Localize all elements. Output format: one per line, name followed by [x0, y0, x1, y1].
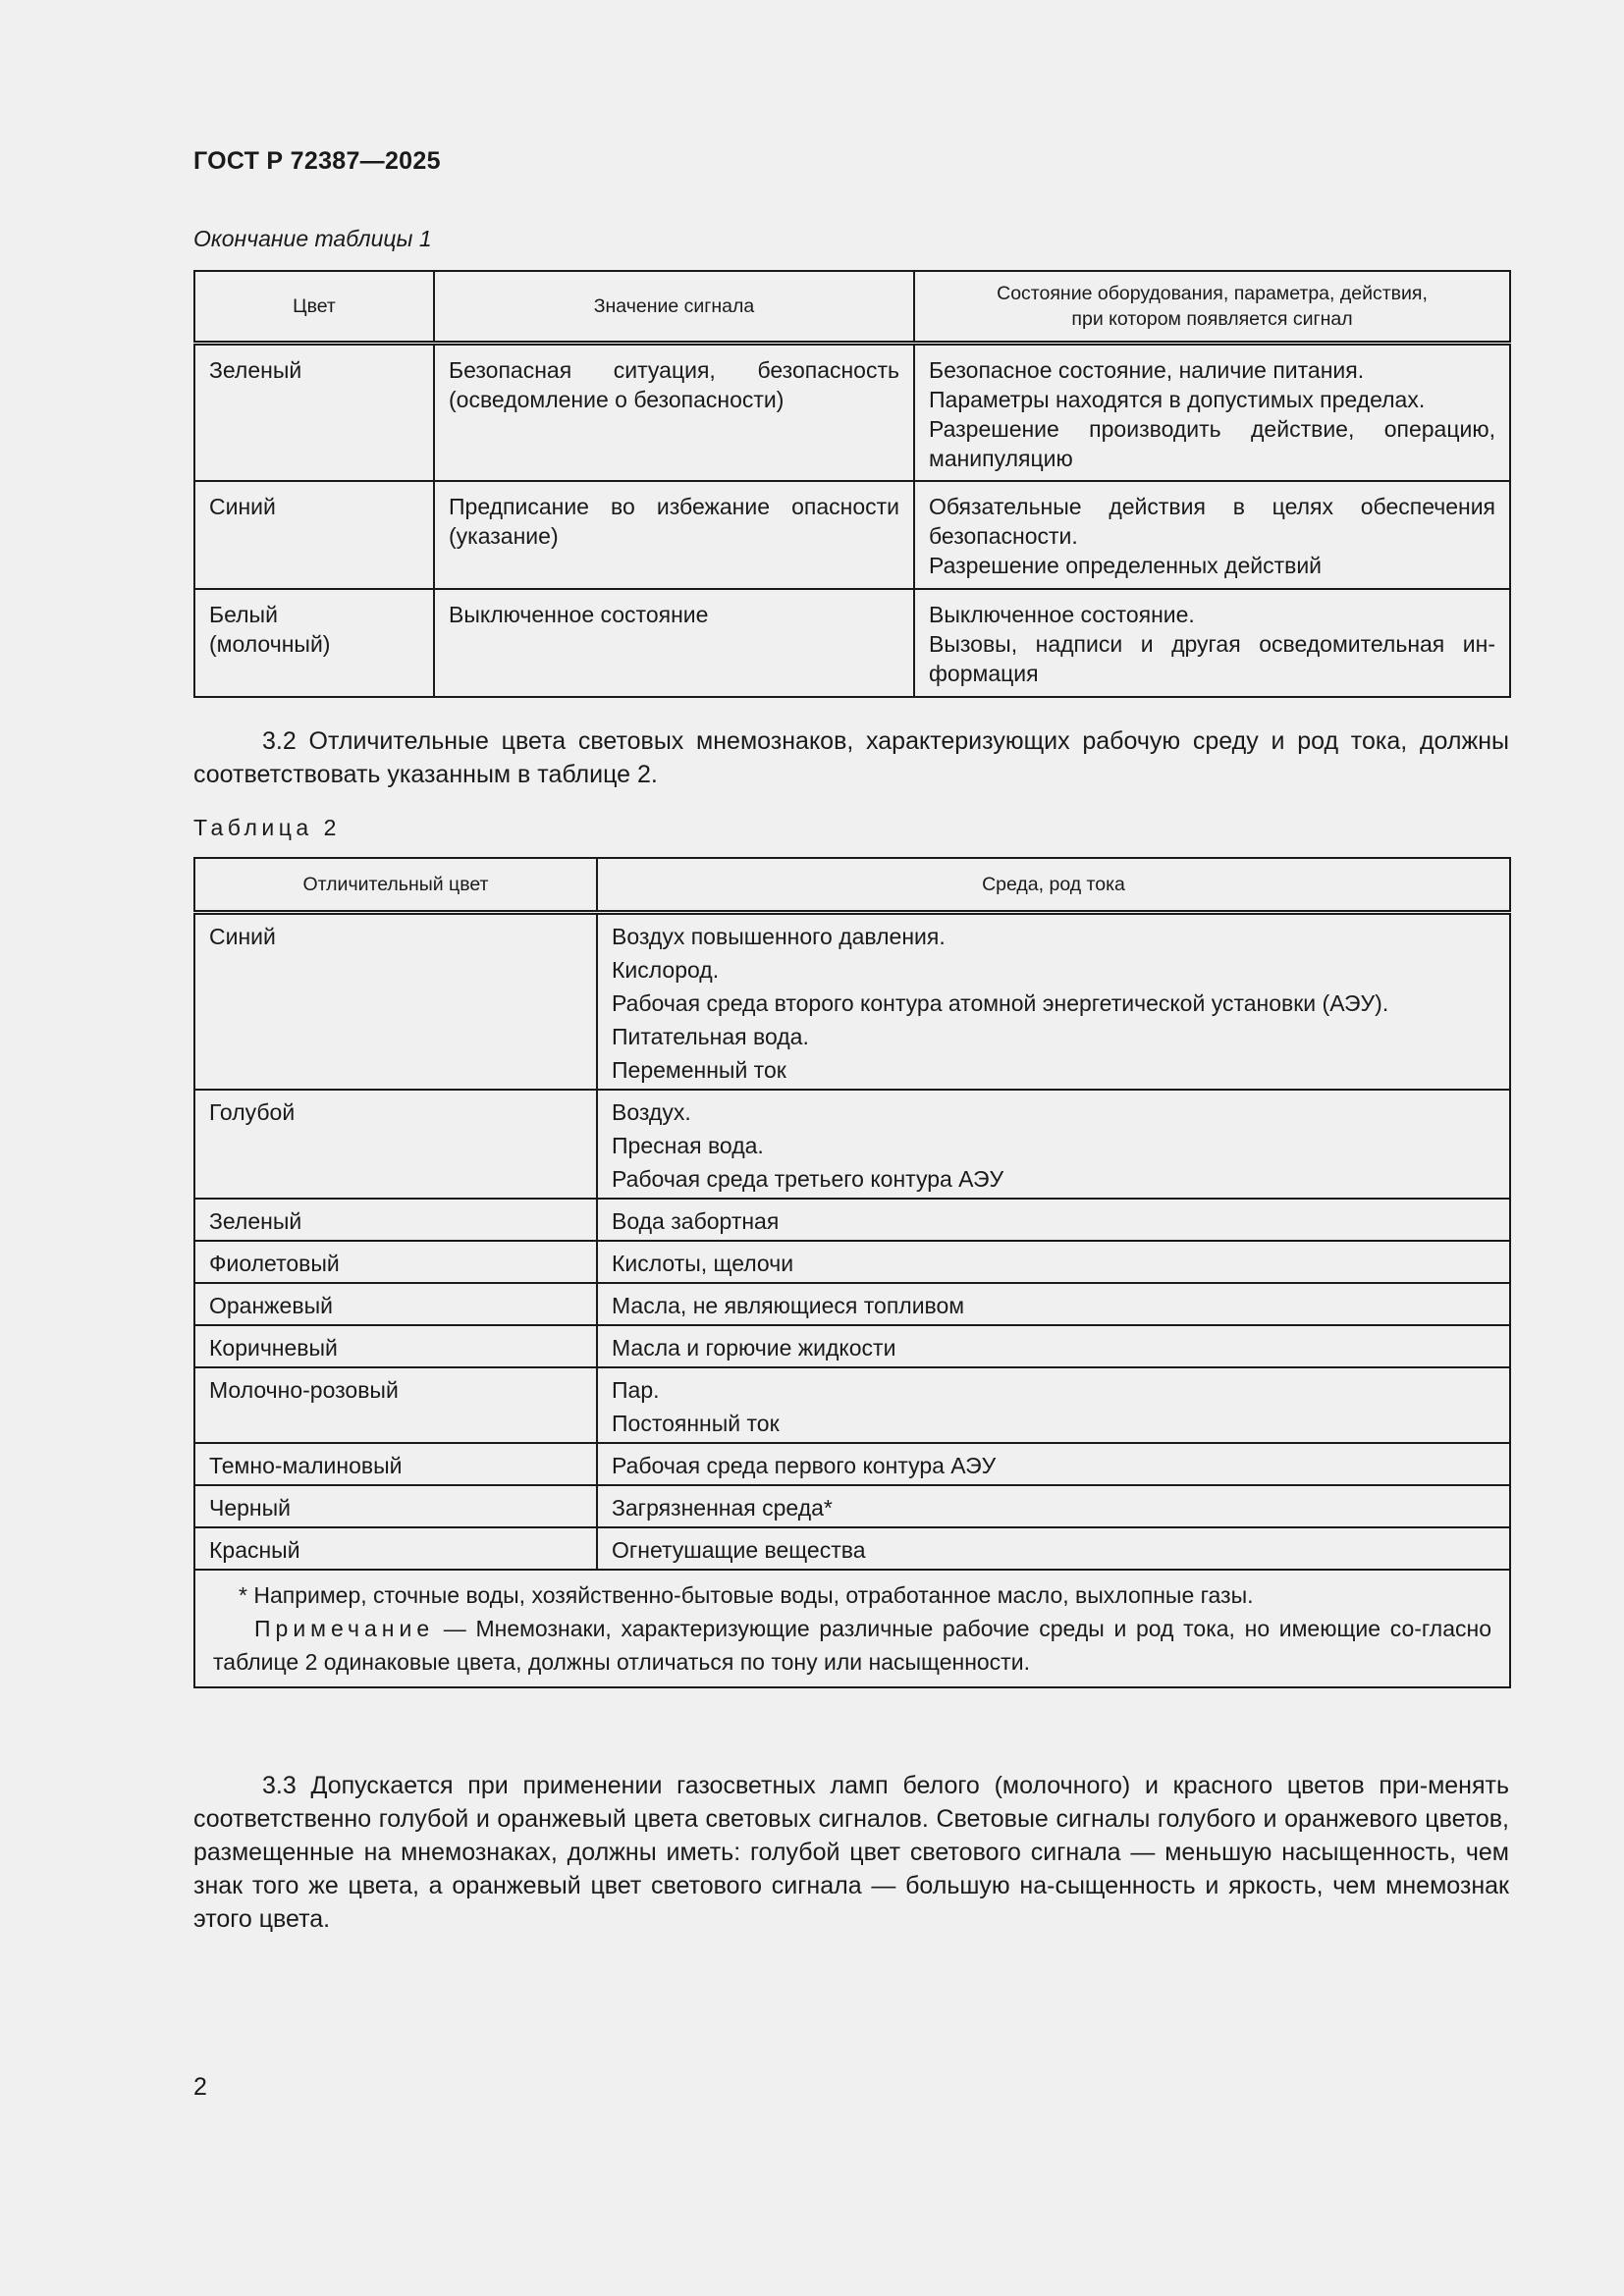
table2-environment-cell: [597, 1367, 1510, 1443]
cell-line: Зеленый: [209, 357, 302, 383]
cell-line: Питательная вода.: [612, 1024, 809, 1049]
table2-body: [194, 913, 1510, 1571]
cell-line: Огнетушащие вещества: [612, 1537, 866, 1563]
table1-caption: Окончание таблицы 1: [193, 226, 432, 251]
table2-footer: [194, 1570, 1510, 1687]
page-number: 2: [193, 2073, 207, 2101]
table2-color-cell: Красный: [194, 1527, 597, 1570]
table2-environment-cell: [597, 1199, 1510, 1241]
table-row: [194, 589, 1510, 697]
table-row: [194, 1367, 1510, 1443]
cell-line: Постоянный ток: [612, 1411, 780, 1436]
table-row: [194, 1325, 1510, 1367]
table1-meaning-cell: Безопасная ситуация, безопасность (осведомление о безопасности): [434, 344, 914, 481]
table-row: [194, 1283, 1510, 1325]
cell-line: Рабочая среда первого контура АЭУ: [612, 1453, 997, 1478]
table2-environment-cell: [597, 1241, 1510, 1283]
cell-line: Переменный ток: [612, 1057, 786, 1083]
cell-line: Кислоты, щелочи: [612, 1251, 794, 1276]
cell-line: Разрешение производить действие, операцию, манипуляцию: [929, 416, 1495, 471]
note-text: — Мнемознаки, характеризующие различные рабочие среды и род тока, но имеющие со-гласно таблице 2 одинаковые цвета, должны отличаться по тону или насыщенности.: [213, 1616, 1491, 1675]
cell-line: Рабочая среда третьего контура АЭУ: [612, 1166, 1004, 1192]
cell-line: Безопасное состояние, наличие питания.: [929, 357, 1365, 383]
cell-line: (молочный): [209, 630, 331, 657]
table-row: [194, 481, 1510, 589]
table2-environment-cell: [597, 913, 1510, 1091]
cell-line: Вода забортная: [612, 1208, 780, 1234]
table1-state-cell: [914, 481, 1510, 589]
table1-header-state: [914, 271, 1510, 344]
table1-header-color: Цвет: [194, 271, 434, 344]
table2-color-cell: Зеленый: [194, 1199, 597, 1241]
cell-line: Вызовы, надписи и другая осведомительная ин-формация: [929, 630, 1495, 686]
table2-color-cell: Синий: [194, 913, 597, 1091]
cell-line: Параметры находятся в допустимых пределах.: [929, 387, 1426, 412]
cell-line: Рабочая среда второго контура атомной энергетической установки (АЭУ).: [612, 990, 1389, 1016]
note-label: Примечание: [254, 1616, 435, 1641]
table1-header-state-line: при котором появляется сигнал: [1071, 308, 1353, 330]
cell-line: Кислород.: [612, 957, 720, 983]
table2-environment-cell: [597, 1283, 1510, 1325]
table2-environment-cell: [597, 1090, 1510, 1199]
table1-meaning-cell: Предписание во избежание опасности (указание): [434, 481, 914, 589]
cell-line: Выключенное состояние.: [929, 601, 1195, 627]
cell-line: Воздух повышенного давления.: [612, 924, 946, 949]
table1-color-cell: [194, 481, 434, 589]
table2-color-cell: Голубой: [194, 1090, 597, 1199]
table2-footer-row: [194, 1570, 1510, 1687]
cell-line: Разрешение определенных действий: [929, 552, 1323, 578]
cell-line: Обязательные действия в целях обеспечения безопасности.: [929, 493, 1495, 549]
table2-color-cell: Молочно-розовый: [194, 1367, 597, 1443]
table-row: [194, 913, 1510, 1091]
paragraph-3-2: 3.2 Отличительные цвета световых мнемознаков, характеризующих рабочую среду и род тока, должны соответствовать указанным в таблице 2.: [193, 727, 1509, 788]
table1-color-cell: [194, 589, 434, 697]
paragraph-3-3: 3.3 Допускается при применении газосветных ламп белого (молочного) и красного цветов при-менять соответственно голубой и оранжевый цвета световых сигналов. Световые сигналы голубого и оранжевого цветов, размещенные на мнемознаках, должны иметь: голубой цвет светового сигнала — меньшую насыщенность, чем знак того же цвета, а оранжевый цвет светового сигнала — большую на-сыщенность и яркость, чем мнемознак этого цвета.: [193, 1772, 1509, 1933]
cell-line: Загрязненная среда*: [612, 1495, 833, 1521]
document-title: ГОСТ Р 72387—2025: [193, 147, 441, 175]
cell-line: Синий: [209, 493, 276, 519]
table2-color-cell: Черный: [194, 1485, 597, 1527]
cell-line: Белый: [209, 601, 278, 627]
table2-color-cell: Темно-малиновый: [194, 1443, 597, 1485]
table-row: [194, 1241, 1510, 1283]
cell-line: Масла и горючие жидкости: [612, 1335, 896, 1361]
table2-header-environment: Среда, род тока: [597, 858, 1510, 913]
table1-color-cell: [194, 344, 434, 481]
table2-environment-cell: [597, 1527, 1510, 1570]
table2-color-cell: Фиолетовый: [194, 1241, 597, 1283]
table2-header-row: [194, 858, 1510, 913]
table2-note: [213, 1612, 1491, 1679]
table-2: [193, 857, 1511, 1688]
table1-meaning-cell: Выключенное состояние: [434, 589, 914, 697]
table-row: [194, 1527, 1510, 1570]
cell-line: Пресная вода.: [612, 1133, 764, 1158]
cell-line: Масла, не являющиеся топливом: [612, 1293, 965, 1318]
table2-environment-cell: [597, 1485, 1510, 1527]
table2-caption: Таблица 2: [193, 815, 341, 840]
table1-state-cell: [914, 344, 1510, 481]
table-row: [194, 1443, 1510, 1485]
table1-header-row: [194, 271, 1510, 344]
cell-line: Пар.: [612, 1377, 660, 1403]
cell-line: Воздух.: [612, 1099, 691, 1125]
table1-header-meaning: Значение сигнала: [434, 271, 914, 344]
table1-header-state-line: Состояние оборудования, параметра, действия,: [997, 283, 1428, 304]
table2-color-cell: Коричневый: [194, 1325, 597, 1367]
table-row: [194, 1199, 1510, 1241]
table2-header-color: Отличительный цвет: [194, 858, 597, 913]
table2-environment-cell: [597, 1443, 1510, 1485]
table2-footnote: * Например, сточные воды, хозяйственно-бытовые воды, отработанное масло, выхлопные газы.: [239, 1582, 1254, 1608]
table-row: [194, 344, 1510, 481]
table-row: [194, 1485, 1510, 1527]
table1-state-cell: [914, 589, 1510, 697]
table2-color-cell: Оранжевый: [194, 1283, 597, 1325]
table2-environment-cell: [597, 1325, 1510, 1367]
table-row: [194, 1090, 1510, 1199]
table-1: [193, 270, 1511, 698]
